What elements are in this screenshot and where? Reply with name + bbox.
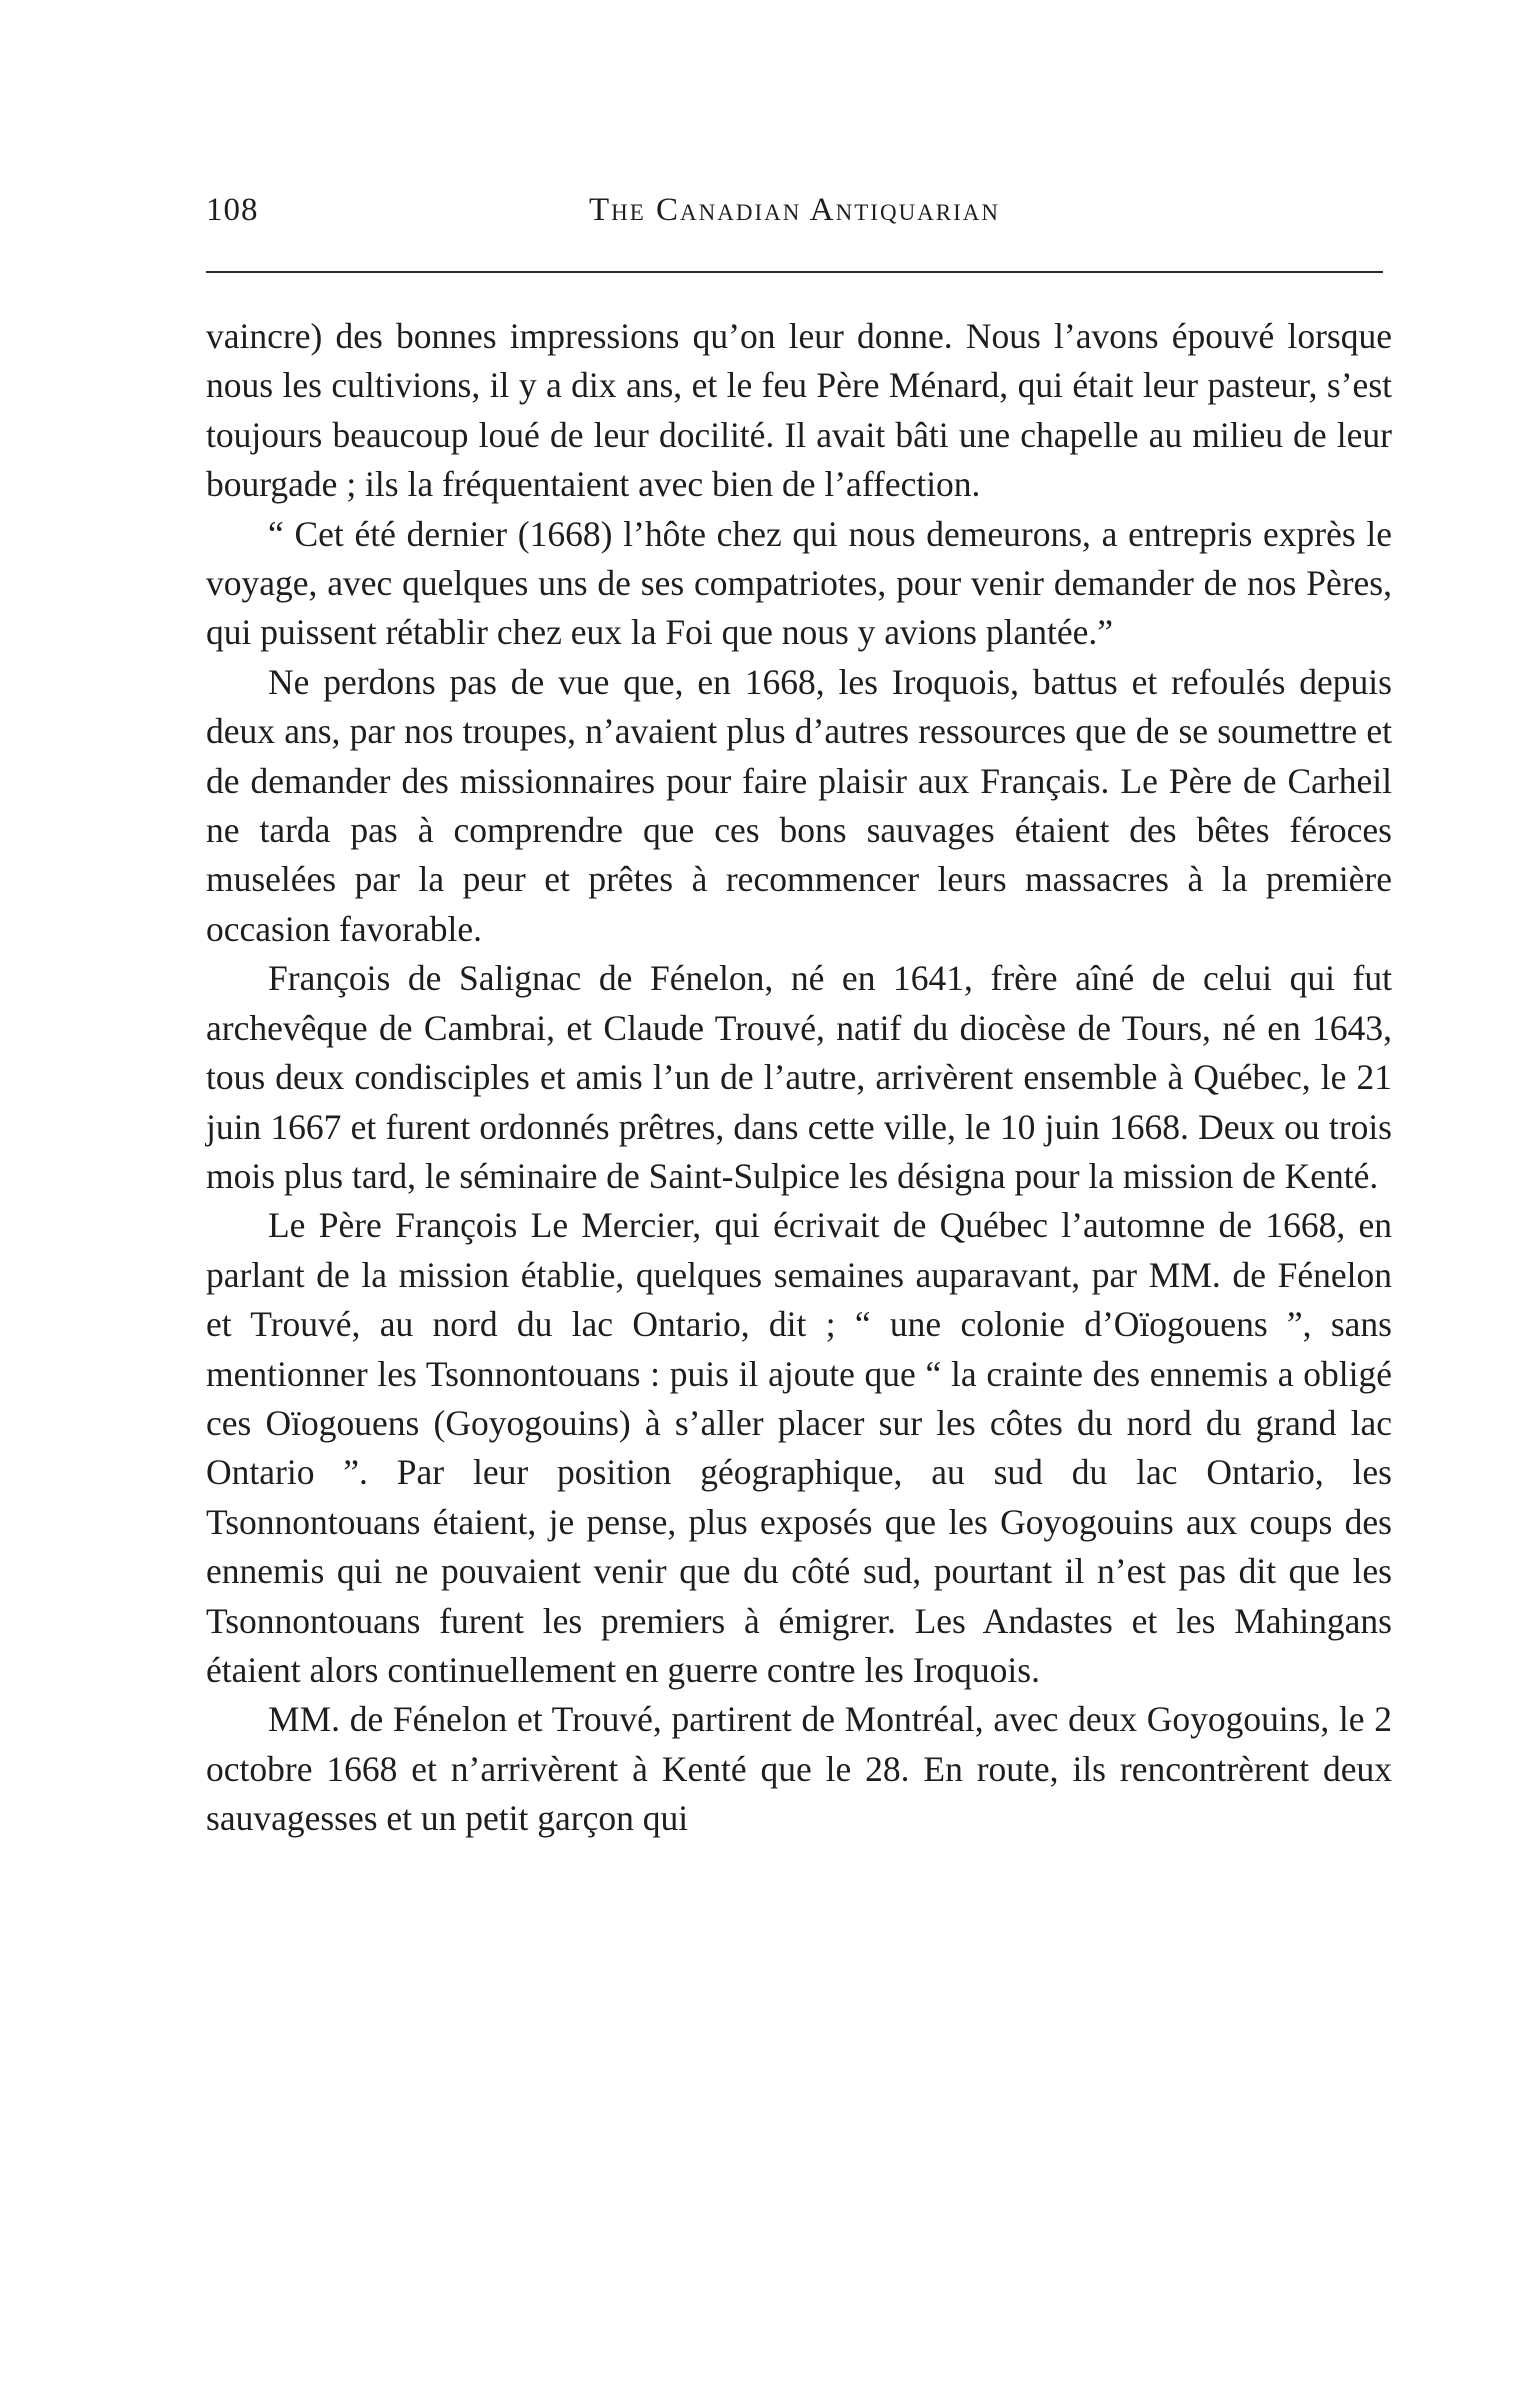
paragraph-quote: “ Cet été dernier (1668) l’hôte chez qui nous demeurons, a entrepris exprès le voyage, avec quelques uns de ses compatriotes, pour venir demander de nos Pères, qui puissent rétablir chez eux la Foi que nous y avions plantée.” (206, 513, 1392, 653)
paragraph-iroquois: Ne perdons pas de vue que, en 1668, les Iroquois, battus et refoulés depuis deux ans, par nos troupes, n’avaient plus d’autres ressources que de se soumettre et de demander des missionnaires pour faire plaisir aux Français. Le Père de Carheil ne tarda pas à comprendre que ces bons sauvages étaient des bêtes féroces muselées par la peur et prêtes à recommencer leurs massacres à la première occasion favorable. (206, 661, 1392, 949)
header-rule (206, 271, 1383, 273)
paragraph-le-mercier: Le Père François Le Mercier, qui écrivait de Québec l’automne de 1668, en parlant de la mission établie, quelques semaines auparavant, par MM. de Fénelon et Trouvé, au nord du lac Ontario, dit ; “ une colonie d’Oïogouens ”, sans mentionner les Tsonnontouans : puis il ajoute que “ la crainte des ennemis a obligé ces Oïogouens (Goyogouins) à s’aller placer sur les côtes du nord du grand lac Ontario ”. Par leur position géographique, au sud du lac Ontario, les Tsonnontouans étaient, je pense, plus exposés que les Goyogouins aux coups des ennemis qui ne pouvaient venir que du côté sud, pourtant il n’est pas dit que les Tsonnontouans furent les premiers à émigrer. Les Andastes et les Mahingans étaient alors continuellement en guerre contre les Iroquois. (206, 1205, 1392, 1690)
paragraph-fenelon-trouve: François de Salignac de Fénelon, né en 1641, frère aîné de celui qui fut archevêque de Cambrai, et Claude Trouvé, natif du diocèse de Tours, né en 1643, tous deux condisciples et amis l’un de l’autre, arrivèrent ensemble à Québec, le 21 juin 1667 et furent ordonnés prêtres, dans cette ville, le 10 juin 1668. Deux ou trois mois plus tard, le séminaire de Saint-Sulpice les désigna pour la mission de Kenté. (206, 958, 1392, 1196)
paragraph-departure: MM. de Fénelon et Trouvé, partirent de Montréal, avec deux Goyogouins, le 2 octobre 1668 et n’arrivèrent à Kenté que le 28. En route, ils rencontrèrent deux sauvagesses et un petit garçon qui (206, 1699, 1392, 1839)
page-header (206, 192, 1383, 242)
running-title: The Canadian Antiquarian (588, 192, 1001, 228)
paragraph-continuation: vaincre) des bonnes impressions qu’on leur donne. Nous l’avons épouvé lorsque nous les cultivions, il y a dix ans, et le feu Père Ménard, qui était leur pasteur, s’est toujours beaucoup loué de leur docilité. Il avait bâti une chapelle au milieu de leur bourgade ; ils la fréquentaient avec bien de l’affection. (206, 316, 1392, 505)
page-number: 108 (206, 192, 259, 228)
body-text (206, 312, 1392, 1844)
